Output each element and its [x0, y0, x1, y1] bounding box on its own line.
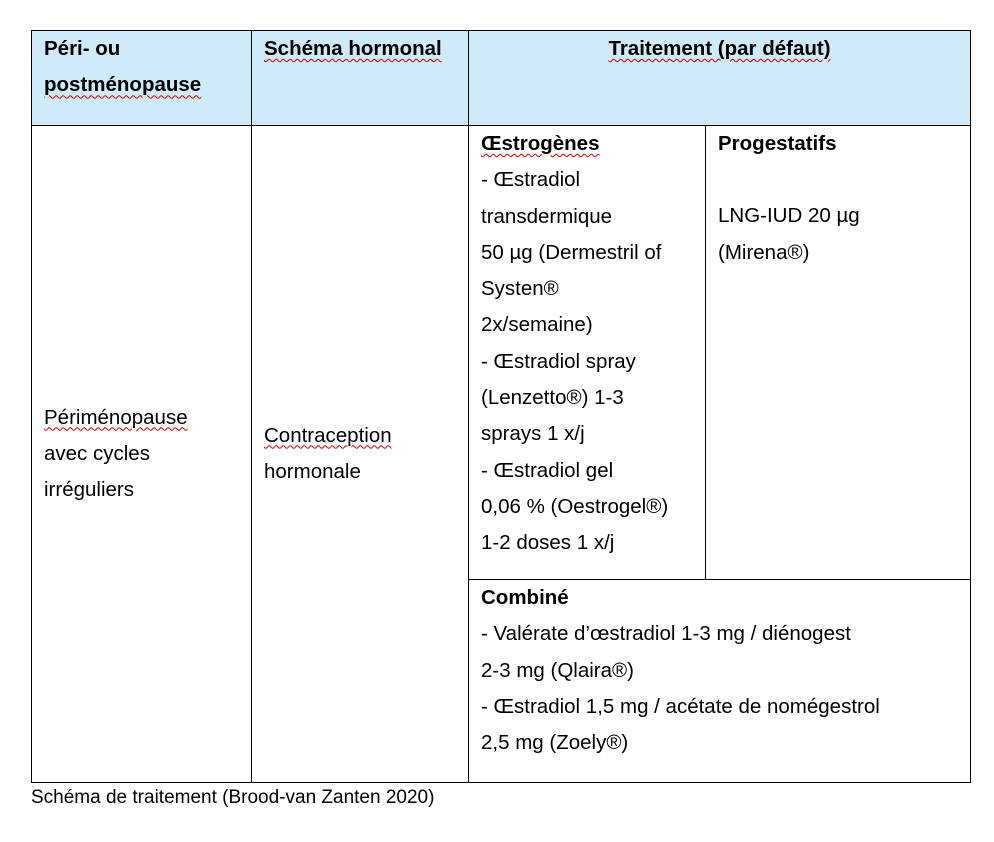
cell-progestatifs: [706, 126, 971, 580]
oestrogenes-line: Systen®: [481, 277, 559, 301]
combine-line: 2,5 mg (Zoely®): [481, 731, 629, 755]
header-schema: [252, 31, 469, 126]
cell-phase: [32, 126, 252, 783]
progestatifs-line: LNG-IUD 20 µg: [718, 204, 860, 228]
header-phase-line1: Péri- ou: [44, 37, 121, 60]
header-phase-line2: postménopause: [44, 73, 202, 97]
combine-line: - Œstradiol 1,5 mg / acétate de nomégestrol: [481, 694, 880, 718]
oestrogenes-line: 2x/semaine): [481, 313, 593, 337]
body-row: [32, 126, 971, 580]
header-phase: [32, 31, 252, 126]
cell-oestrogenes: [469, 126, 706, 580]
schema-line1: Contraception: [264, 423, 392, 447]
oestrogenes-line: - Œstradiol gel: [481, 458, 614, 482]
progestatifs-spacer: [718, 162, 958, 198]
schema-line2: hormonale: [264, 460, 361, 483]
combine-line: - Valérate d’œstradiol 1-3 mg / diénogest: [481, 622, 851, 646]
header-schema-text: Schéma hormonal: [264, 37, 442, 60]
combine-line: 2-3 mg (Qlaira®): [481, 658, 634, 682]
header-row: [32, 31, 971, 126]
header-treatment-text: Traitement (par défaut): [608, 37, 831, 60]
phase-line2: avec cycles: [44, 441, 150, 465]
phase-line3: irréguliers: [44, 478, 134, 502]
combine-title: Combiné: [481, 586, 569, 609]
oestrogenes-line: 1-2 doses 1 x/j: [481, 531, 615, 555]
cell-combine: [469, 580, 971, 783]
oestrogenes-title: Œstrogènes: [481, 132, 600, 155]
oestrogenes-line: - Œstradiol spray: [481, 349, 636, 373]
treatment-table: [31, 30, 971, 783]
cell-schema: [252, 126, 469, 783]
oestrogenes-line: 0,06 % (Oestrogel®): [481, 494, 669, 518]
oestrogenes-line: sprays 1 x/j: [481, 422, 585, 446]
header-treatment: [469, 31, 971, 126]
progestatifs-line: (Mirena®): [718, 240, 810, 264]
oestrogenes-line: (Lenzetto®) 1-3: [481, 386, 624, 410]
oestrogenes-line: transdermique: [481, 204, 613, 228]
phase-line1: Périménopause: [44, 405, 188, 429]
oestrogenes-line: 50 µg (Dermestril of: [481, 240, 662, 264]
oestrogenes-line: - Œstradiol: [481, 168, 581, 192]
table-caption: Schéma de traitement (Brood-van Zanten 2020): [31, 787, 435, 808]
progestatifs-title: Progestatifs: [718, 132, 837, 155]
